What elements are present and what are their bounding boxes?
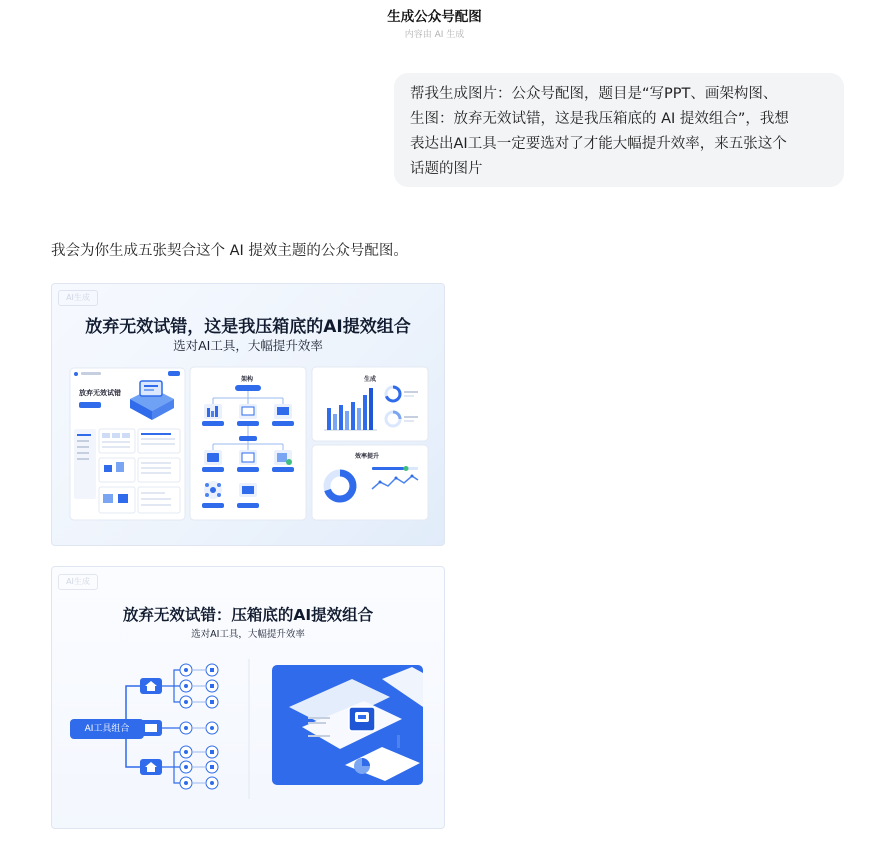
image-2-subtitle: 选对AI工具，大幅提升效率 — [191, 629, 305, 640]
generated-image-1[interactable] — [51, 283, 445, 546]
conversation-title: 生成公众号配图 — [387, 9, 482, 25]
user-message-line: 表达出AI工具一定要选对了才能大幅提升效率，来五张这个 — [410, 136, 787, 152]
user-message-line: 帮我生成图片：公众号配图，题目是“写PPT、画架构图、 — [410, 86, 778, 102]
conversation-header — [0, 0, 869, 48]
image-1-subtitle: 选对AI工具，大幅提升效率 — [173, 338, 323, 353]
image-2-title: 放弃无效试错：压箱底的AI提效组合 — [122, 606, 374, 624]
ai-watermark: AI生成 — [58, 290, 98, 306]
user-message-line: 生图：放弃无效试错，这是我压箱底的 AI 提效组合”，我想 — [410, 111, 789, 127]
ai-watermark: AI生成 — [58, 574, 98, 590]
assistant-reply-text: 我会为你生成五张契合这个 AI 提效主题的公众号配图。 — [51, 243, 408, 259]
ai-disclaimer: 内容由 AI 生成 — [404, 30, 465, 40]
image-1-left-panel-title: 放弃无效试错 — [79, 389, 121, 397]
generated-image-2[interactable] — [51, 566, 445, 829]
ai-tool-combo-node: AI工具组合 — [70, 719, 144, 739]
user-message-bubble — [394, 73, 844, 187]
image-1-title: 放弃无效试错，这是我压箱底的AI提效组合 — [85, 317, 411, 337]
image-1-chart-title: 生成 — [364, 376, 377, 383]
user-message-line: 话题的图片 — [410, 161, 483, 177]
image-1-architecture-title: 架构 — [241, 376, 254, 383]
image-1-efficiency-title: 效率提升 — [355, 453, 380, 460]
